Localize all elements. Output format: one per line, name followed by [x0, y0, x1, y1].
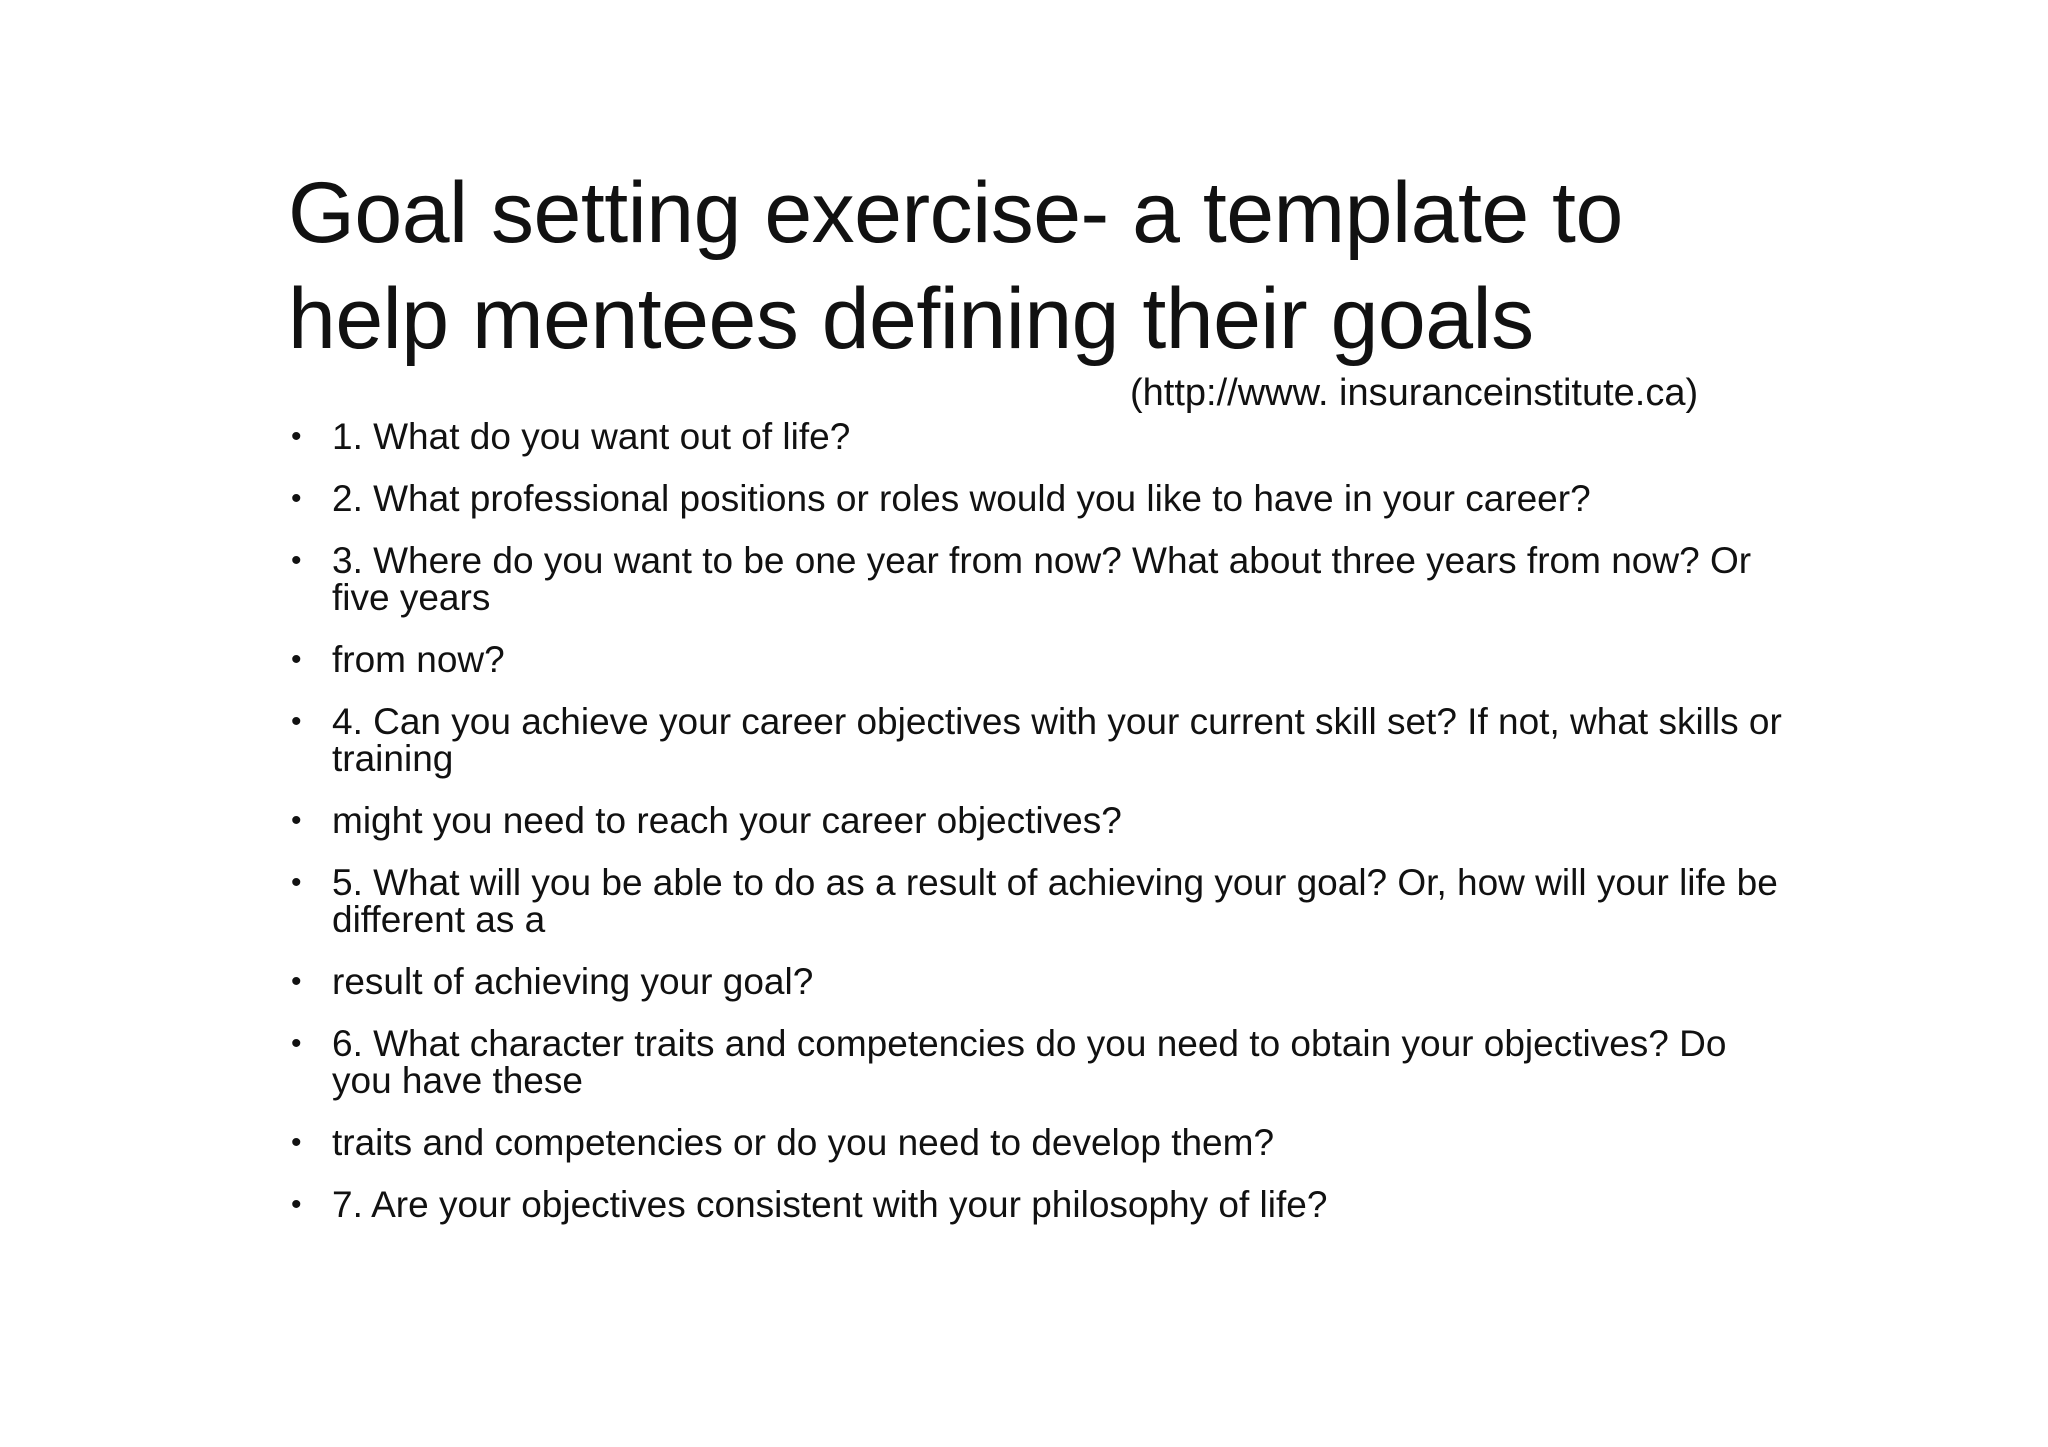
list-item-text: 4. Can you achieve your career objectives with your current skill set? If not, what skills or training: [332, 701, 1782, 779]
list-item-text: traits and competencies or do you need to develop them?: [332, 1122, 1275, 1163]
list-item-text: 2. What professional positions or roles would you like to have in your career?: [332, 478, 1591, 519]
bullet-icon: •: [291, 1027, 302, 1060]
list-item-text: result of achieving your goal?: [332, 961, 814, 1002]
bullet-icon: •: [291, 420, 302, 453]
bullet-icon: •: [291, 705, 302, 738]
list-item-text: 3. Where do you want to be one year from now? What about three years from now? Or five years: [332, 540, 1752, 618]
bullet-icon: •: [291, 643, 302, 676]
list-item: [288, 480, 1788, 517]
bullet-icon: •: [291, 544, 302, 577]
list-item: [288, 418, 1788, 455]
bullet-icon: •: [291, 1188, 302, 1221]
bullet-icon: •: [291, 965, 302, 998]
list-item: [288, 1186, 1788, 1223]
list-item: [288, 703, 1788, 777]
list-item-text: from now?: [332, 639, 505, 680]
bullet-icon: •: [291, 1126, 302, 1159]
list-item: [288, 802, 1788, 839]
list-item: [288, 641, 1788, 678]
bullet-icon: •: [291, 804, 302, 837]
list-item-text: 5. What will you be able to do as a result of achieving your goal? Or, how will your life be different as a: [332, 862, 1778, 940]
list-item-text: 7. Are your objectives consistent with your philosophy of life?: [332, 1184, 1328, 1225]
list-item-text: might you need to reach your career objectives?: [332, 800, 1122, 841]
bullet-icon: •: [291, 866, 302, 899]
title-line-2: help mentees defining their goals: [288, 271, 1534, 367]
list-item-text: 1. What do you want out of life?: [332, 416, 851, 457]
slide-title: [288, 160, 1788, 372]
list-item: [288, 1025, 1788, 1099]
list-item: [288, 1124, 1788, 1161]
list-item-text: 6. What character traits and competencies do you need to obtain your objectives? Do you have these: [332, 1023, 1727, 1101]
list-item: [288, 864, 1788, 938]
bullet-icon: •: [291, 482, 302, 515]
list-item: [288, 542, 1788, 616]
bullet-list: [288, 418, 1788, 1248]
source-citation: (http://www. insuranceinstitute.ca): [1130, 372, 1699, 414]
list-item: [288, 963, 1788, 1000]
title-line-1: Goal setting exercise- a template to: [288, 165, 1623, 261]
